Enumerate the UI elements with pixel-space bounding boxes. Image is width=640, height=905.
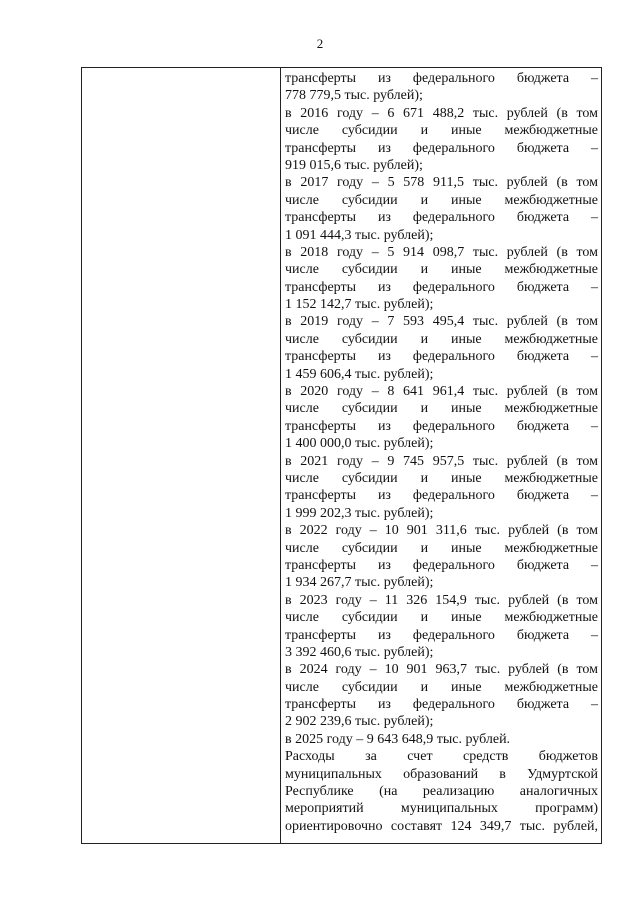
text-line: числе субсидии и иные межбюджетные bbox=[285, 192, 598, 208]
text-line: в 2024 году – 10 901 963,7 тыс. рублей (в том bbox=[285, 662, 598, 678]
text-line: 1 152 142,7 тыс. рублей); bbox=[285, 297, 434, 313]
text-line: 1 999 202,3 тыс. рублей); bbox=[285, 505, 434, 521]
text-line: числе субсидии и иные межбюджетные bbox=[285, 401, 598, 417]
text-line: трансферты из федерального бюджета – bbox=[285, 349, 598, 365]
text-line: в 2022 году – 10 901 311,6 тыс. рублей (в том bbox=[285, 523, 598, 539]
text-line: 1 091 444,3 тыс. рублей); bbox=[285, 227, 434, 243]
text-line: Республике (на реализацию аналогичных bbox=[285, 784, 598, 800]
text-line: в 2025 году – 9 643 648,9 тыс. рублей. bbox=[285, 731, 511, 747]
text-line: числе субсидии и иные межбюджетные bbox=[285, 540, 598, 556]
text-line: 3 392 460,6 тыс. рублей); bbox=[285, 644, 434, 660]
text-line: 919 015,6 тыс. рублей); bbox=[285, 157, 423, 173]
text-line: трансферты из федерального бюджета – bbox=[285, 557, 598, 573]
text-line: 778 779,5 тыс. рублей); bbox=[285, 88, 423, 104]
text-line: трансферты из федерального бюджета – bbox=[285, 279, 598, 295]
text-line: 2 902 239,6 тыс. рублей); bbox=[285, 714, 434, 730]
text-line: в 2020 году – 8 641 961,4 тыс. рублей (в том bbox=[285, 384, 598, 400]
text-line: муниципальных образований в Удмуртской bbox=[285, 766, 598, 782]
text-line: трансферты из федерального бюджета – bbox=[285, 71, 598, 86]
text-line: трансферты из федерального бюджета – bbox=[285, 418, 598, 434]
text-line: числе субсидии и иные межбюджетные bbox=[285, 331, 598, 347]
text-line: числе субсидии и иные межбюджетные bbox=[285, 262, 598, 278]
text-line: в 2021 году – 9 745 957,5 тыс. рублей (в том bbox=[285, 453, 598, 469]
text-line: трансферты из федерального бюджета – bbox=[285, 210, 598, 226]
text-line: 1 934 267,7 тыс. рублей); bbox=[285, 575, 434, 591]
text-line: в 2018 году – 5 914 098,7 тыс. рублей (в том bbox=[285, 244, 598, 260]
text-line: в 2016 году – 6 671 488,2 тыс. рублей (в том bbox=[285, 105, 598, 121]
text-line: трансферты из федерального бюджета – bbox=[285, 697, 598, 713]
text-line: мероприятий муниципальных программ) bbox=[285, 801, 598, 817]
text-line: 1 400 000,0 тыс. рублей); bbox=[285, 436, 434, 452]
text-line: трансферты из федерального бюджета – bbox=[285, 140, 598, 156]
table-right-cell bbox=[285, 70, 598, 835]
text-line: в 2017 году – 5 578 911,5 тыс. рублей (в том bbox=[285, 175, 598, 191]
table-left-cell bbox=[82, 68, 281, 843]
text-line: трансферты из федерального бюджета – bbox=[285, 627, 598, 643]
text-line: 1 459 606,4 тыс. рублей); bbox=[285, 366, 434, 382]
page-number: 2 bbox=[316, 36, 324, 51]
text-line: числе субсидии и иные межбюджетные bbox=[285, 123, 598, 139]
text-line: числе субсидии и иные межбюджетные bbox=[285, 679, 598, 695]
text-line: Расходы за счет средств бюджетов bbox=[285, 749, 598, 765]
text-line: в 2019 году – 7 593 495,4 тыс. рублей (в том bbox=[285, 314, 598, 330]
text-line: в 2023 году – 11 326 154,9 тыс. рублей (в том bbox=[285, 592, 598, 608]
text-line: числе субсидии и иные межбюджетные bbox=[285, 610, 598, 626]
text-line: трансферты из федерального бюджета – bbox=[285, 488, 598, 504]
text-line: ориентировочно составят 124 349,7 тыс. рублей, bbox=[285, 818, 598, 834]
text-line: числе субсидии и иные межбюджетные bbox=[285, 470, 598, 486]
document-table bbox=[81, 67, 602, 844]
